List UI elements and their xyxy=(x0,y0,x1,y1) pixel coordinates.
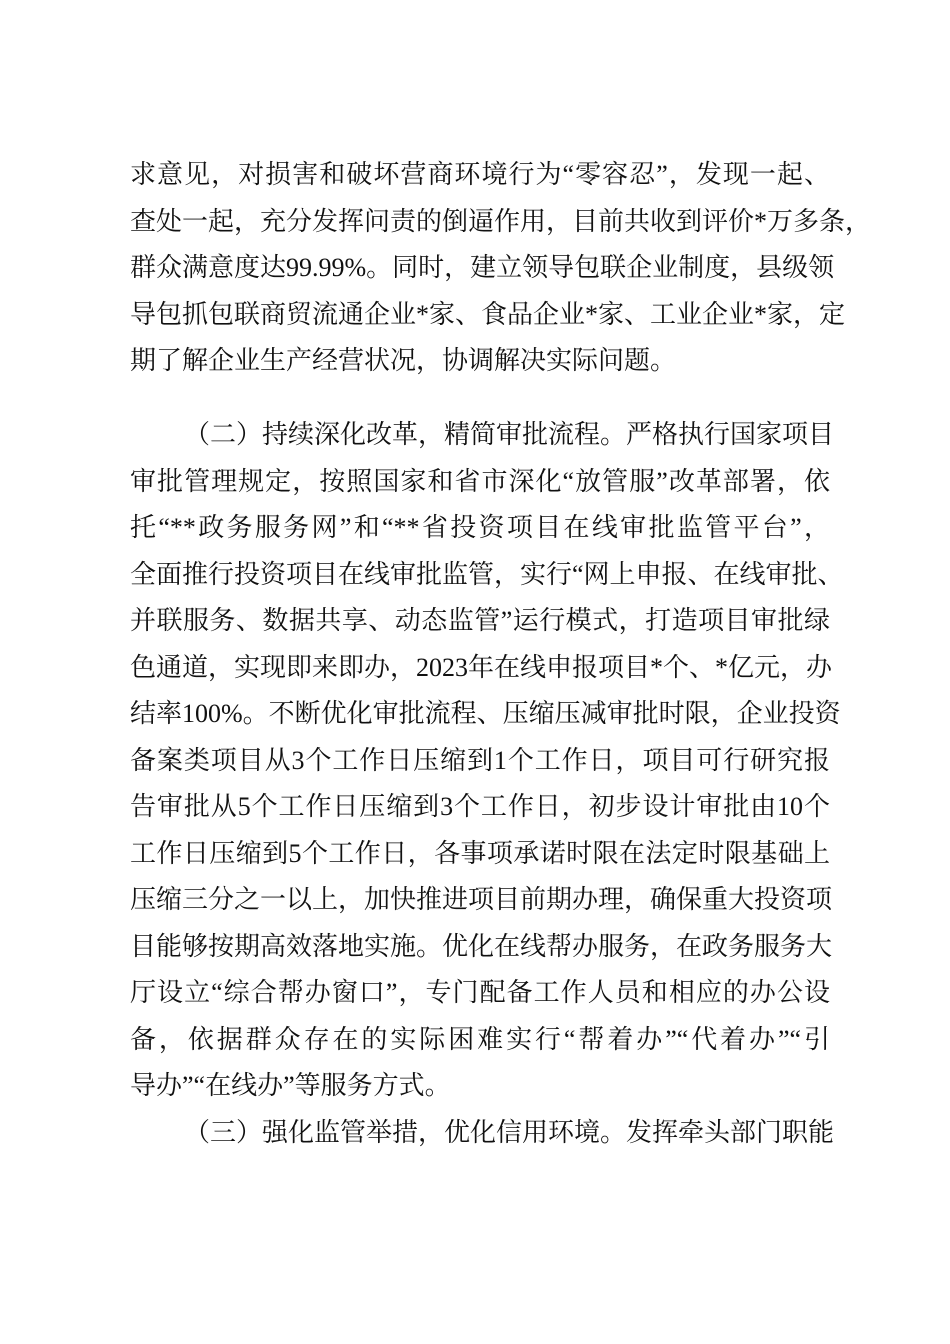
text-line: 备，依据群众存在的实际困难实行“帮着办”“代着办”“引 xyxy=(130,1025,830,1054)
text-line: 导办”“在线办”等服务方式。 xyxy=(130,1071,451,1100)
text-line: 查处一起，充分发挥问责的倒逼作用，目前共收到评价*万多条， xyxy=(130,207,872,236)
text-line: 压缩三分之一以上，加快推进项目前期办理，确保重大投资项 xyxy=(130,885,833,914)
text-line: 群众满意度达99.99%。同时，建立领导包联企业制度，县级领 xyxy=(130,253,835,282)
text-line: 结率100%。不断优化审批流程、压缩压减审批时限，企业投资 xyxy=(130,699,841,728)
text-line: 期了解企业生产经营状况，协调解决实际问题。 xyxy=(130,346,677,375)
text-line: 告审批从5个工作日压缩到3个工作日，初步设计审批由10个 xyxy=(130,792,830,821)
text-line: 备案类项目从3个工作日压缩到1个工作日，项目可行研究报 xyxy=(130,746,830,775)
text-line: 审批管理规定，按照国家和省市深化“放管服”改革部署，依 xyxy=(130,467,830,496)
text-line: 目能够按期高效落地实施。优化在线帮办服务，在政务服务大 xyxy=(130,932,833,961)
text-line: 全面推行投资项目在线审批监管，实行“网上申报、在线审批、 xyxy=(130,560,844,589)
text-line: 导包抓包联商贸流通企业*家、食品企业*家、工业企业*家，定 xyxy=(130,300,846,329)
text-line: 厅设立“综合帮办窗口”，专门配备工作人员和相应的办公设 xyxy=(130,978,830,1007)
text-line: 并联服务、数据共享、动态监管”运行模式，打造项目审批绿 xyxy=(130,606,830,635)
text-line: 色通道，实现即来即办，2023年在线申报项目*个、*亿元，办 xyxy=(130,653,833,682)
section-heading-line: （二）持续深化改革，精简审批流程。严格执行国家项目 xyxy=(184,420,835,449)
text-line: 求意见，对损害和破坏营商环境行为“零容忍”，发现一起、 xyxy=(130,160,830,189)
text-line: 工作日压缩到5个工作日，各事项承诺时限在法定时限基础上 xyxy=(130,839,830,868)
text-line: 托“**政务服务网”和“**省投资项目在线审批监管平台”， xyxy=(130,513,830,542)
section-heading-line: （三）强化监管举措，优化信用环境。发挥牵头部门职能 xyxy=(184,1118,835,1147)
